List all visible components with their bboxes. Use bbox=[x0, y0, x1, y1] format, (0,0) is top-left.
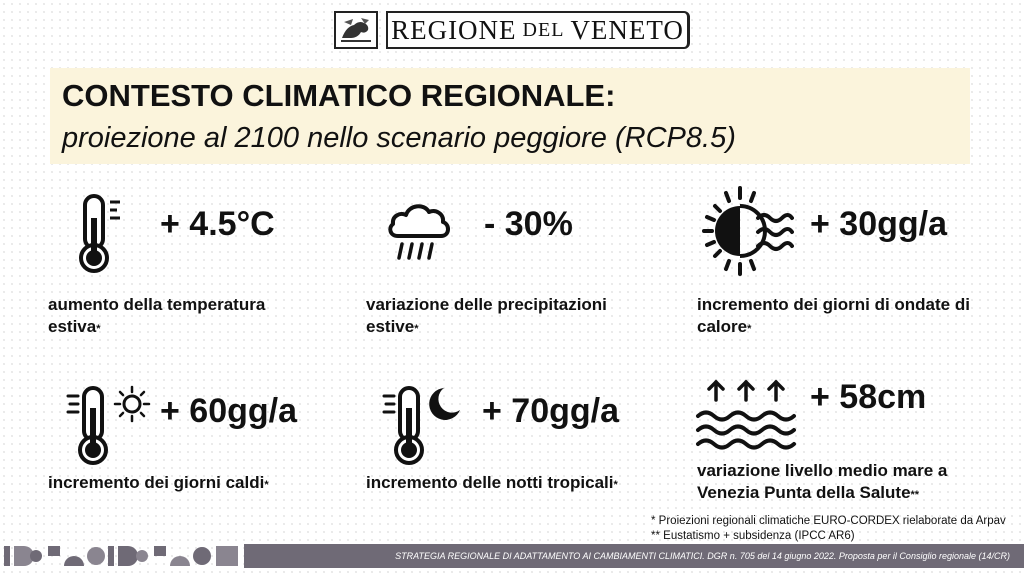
note-mark: * bbox=[96, 323, 101, 335]
footnote-1: * Proiezioni regionali climatiche EURO-CORDEX rielaborate da Arpav bbox=[651, 515, 1006, 527]
stat-tropical-nights-value: + 70gg/a bbox=[482, 392, 620, 430]
stat-summer-precipitation-desc bbox=[366, 294, 607, 340]
desc-line: Venezia Punta della Salute bbox=[697, 483, 911, 502]
rain-cloud-icon bbox=[384, 198, 454, 269]
desc-line: incremento dei giorni caldi bbox=[48, 473, 265, 492]
thermometer-moon-icon bbox=[382, 384, 466, 473]
footer-pattern-icon bbox=[4, 540, 244, 575]
stat-sea-level-desc bbox=[697, 460, 947, 506]
stat-summer-temperature-value: + 4.5°C bbox=[160, 205, 275, 243]
lion-seal-icon bbox=[334, 11, 378, 49]
note-mark: * bbox=[747, 323, 752, 335]
footnote-2: ** Eustatismo + subsidenza (IPCC AR6) bbox=[651, 530, 855, 542]
stat-hot-days-desc bbox=[48, 472, 269, 496]
heatwave-sun-icon bbox=[698, 186, 794, 281]
sea-level-rise-icon bbox=[694, 376, 804, 455]
page-title: CONTESTO CLIMATICO REGIONALE: bbox=[62, 78, 616, 113]
stat-sea-level-value: + 58cm bbox=[810, 378, 927, 416]
region-name-main: REGIONE bbox=[391, 14, 517, 45]
stat-heatwave-days-value: + 30gg/a bbox=[810, 205, 948, 243]
region-name-small: DEL bbox=[522, 18, 565, 41]
thermometer-sun-icon bbox=[66, 384, 156, 473]
region-name-last: VENETO bbox=[570, 14, 684, 45]
desc-line: incremento delle notti tropicali bbox=[366, 473, 614, 492]
note-mark: * bbox=[414, 323, 419, 335]
desc-line: incremento dei giorni di ondate di bbox=[697, 295, 970, 314]
stat-summer-temperature-desc bbox=[48, 294, 265, 340]
note-mark: * bbox=[264, 479, 269, 491]
stat-tropical-nights-desc bbox=[366, 472, 618, 496]
desc-line: variazione delle precipitazioni bbox=[366, 295, 607, 314]
thermometer-icon bbox=[72, 192, 128, 279]
stat-heatwave-days-desc bbox=[697, 294, 970, 340]
footer-text: STRATEGIA REGIONALE DI ADATTAMENTO AI CAMBIAMENTI CLIMATICI. DGR n. 705 del 14 giugno 2022. Proposta per il Consiglio regionale (14/CR) bbox=[395, 551, 1010, 561]
page-subtitle: proiezione al 2100 nello scenario peggiore (RCP8.5) bbox=[62, 122, 736, 154]
region-logo bbox=[334, 10, 690, 50]
stat-hot-days-value: + 60gg/a bbox=[160, 392, 298, 430]
desc-line: variazione livello medio mare a bbox=[697, 461, 948, 480]
region-name bbox=[386, 11, 690, 49]
stat-summer-precipitation-value: - 30% bbox=[484, 205, 573, 243]
desc-line: estiva bbox=[48, 317, 97, 336]
note-mark: * bbox=[613, 479, 618, 491]
footnotes bbox=[651, 514, 1006, 544]
title-box bbox=[50, 68, 970, 164]
footer-bar bbox=[244, 544, 1024, 568]
desc-line: calore bbox=[697, 317, 748, 336]
desc-line: aumento della temperatura bbox=[48, 295, 266, 314]
note-mark: ** bbox=[910, 489, 920, 501]
desc-line: estive bbox=[366, 317, 415, 336]
